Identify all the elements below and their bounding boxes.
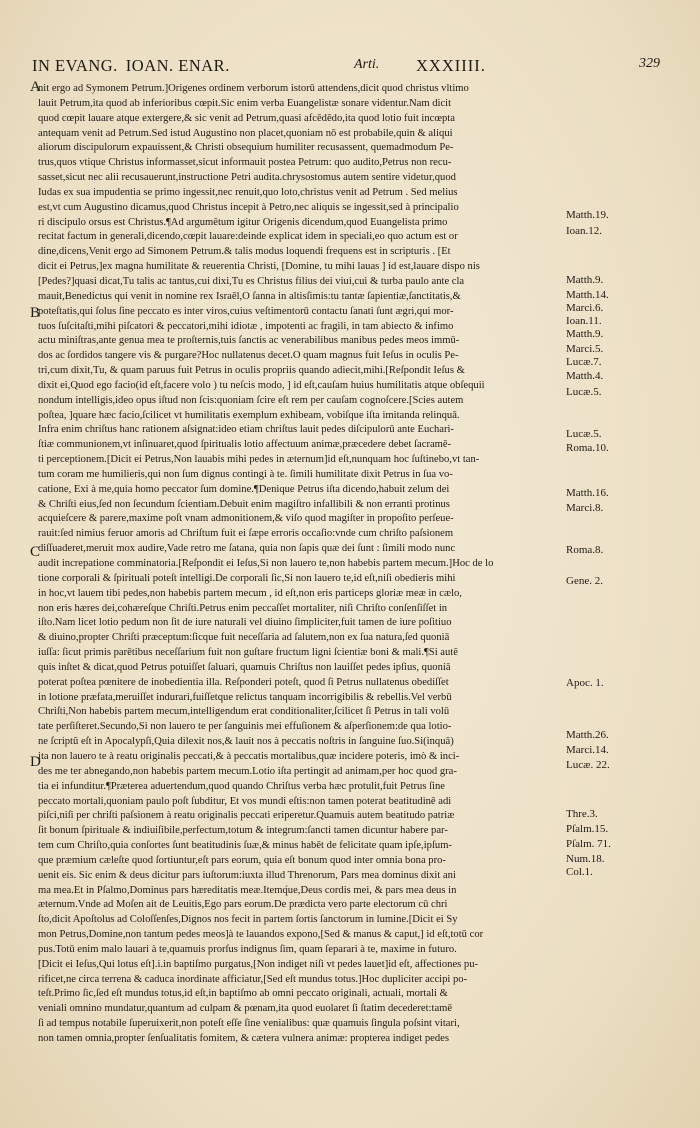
text-line: ſi ad tempus notabile ſuperuixerit,non poteſt eſſe ſine venialibus: quæ quamuis ſingula poſsint vitari,	[38, 1018, 460, 1030]
section-letter-d: D	[30, 754, 41, 770]
text-line: sasset,sicut nec alii recusauerunt,instructione Petri audita.chrysostomus autem sentire videtur,quod	[38, 172, 456, 184]
text-line: & diuino,propter Chriſti præceptum:ſicque fuit neceſſaria ad ſalutem,non ex ſua natura,ſed quoniā	[38, 632, 450, 644]
margin-reference: Pſalm. 71.	[566, 838, 611, 850]
text-line: tate perſiſteret.Secundo,Si non lauero te per ſanguinis mei effuſionem & aſperſionem:de qua lotio-	[38, 721, 452, 733]
section-label: Arti.	[354, 57, 380, 72]
text-line: est,vt cum Augustino dicamus,quod Christus incepit à Petro,nec aliquis se ingessit,sed à principalio	[38, 201, 459, 213]
text-line: ſit bonum ſpirituale & indiuiſibile,perfectum,totum & integrum:ſancti tamen dicuntur habere par-	[38, 825, 448, 837]
text-line: des me ter abnegando,non habebis partem mecum.Lotio iſta pertingit ad animam,per hoc quod gra-	[38, 765, 457, 777]
text-line: catione, Exi à me,quia homo peccator ſum domine.¶Denique Petrus iſta dicendo,habuit zelum dei	[38, 483, 450, 495]
text-line: diſſuaderet,meruit mox audire,Vade retro me ſatana, quia non ſapis quæ dei ſunt : ſimili modo nunc	[38, 543, 456, 555]
text-line: ma mea.Et in Pſalmo,Dominus pars hæreditatis meæ.Itemq́ue,Deus cordis mei, & pars mea deus in	[38, 884, 457, 896]
text-line: lauit Petrum,ita quod ab inferioribus cœpit.Sic enim verba Euangelistæ sonare videntur.Nam dicit	[38, 97, 452, 109]
margin-reference: Marci.5.	[566, 343, 604, 355]
text-line: tuos ſuſcitaſti,mihi piſcatori & peccatori,mihi idiotæ , impotenti ac fragili, in tam abiecto & infimo	[38, 320, 454, 332]
text-line: tia ei infunditur.¶Præterea aduertendum,quod quando Chriſtus verba hæc protulit,fuit Petrus ſine	[38, 780, 445, 792]
section-letter-b: B	[30, 305, 41, 321]
section-letter-c: C	[30, 544, 41, 560]
margin-reference: Marci.6.	[566, 302, 604, 314]
text-line: piſci,niſi per chriſti paſsionem à reatu originalis peccati eriperetur.Quamuis autem beatitudo patriæ	[38, 810, 455, 822]
margin-reference: Pſalm.15.	[566, 823, 609, 835]
margin-reference: Lucæ.7.	[566, 356, 602, 368]
text-line: ſto,dicit Apoſtolus ad Coloſſenſes,Dignos nos fecit in partem ſortis ſanctorum in lumine.[Dicit ei Sy	[38, 914, 458, 926]
folio-number: XXXIIII.	[416, 56, 486, 75]
text-line: pus.Totū enim malo lauari à te,quamuis prorſus indignus ſim, quam ſeparari à te, maxime in futuro.	[38, 943, 457, 955]
text-line: nit ergo ad Symonem Petrum.]Origenes ordinem verborum istorū attendens,dicit quod christus vltimo	[38, 83, 469, 94]
margin-reference: Roma.8.	[566, 544, 604, 556]
running-header	[32, 56, 660, 76]
margin-reference: Marci.14.	[566, 744, 609, 756]
text-line: in lotione præfata,meruiſſet indurari,fuiſſetque relictus tanquam incorrigibilis & rebellis.Vel verbū	[38, 691, 452, 703]
text-line: & Chriſti eius,ſed non ſecundum ſcientiam.Debuit enim magiſtro infallibili & non erranti protinus	[38, 498, 450, 510]
margin-reference: Matth.26.	[566, 729, 609, 741]
text-line: tri,cum dixit,Tu, & quam paruus fuit Petrus in oculis propriis quando adiecit,mihi.[Reſpondit Ieſus &	[38, 365, 465, 377]
margin-reference: Ioan.12.	[566, 225, 603, 237]
text-line: ri discipulo orsus est Christus.¶Ad argumētum igitur Origenis dicendum,quod Euangelista primo	[38, 216, 448, 228]
text-line: iuſſa: ſicut primis parētibus neceſſarium fuit non guſtare fructum ligni ſcientiæ boni & mali.¶Si autē	[38, 647, 458, 659]
text-line: aliorum discipulorum expauissent,& Christi obsequium humiliter recusassent, quemadmodum Pe-	[38, 142, 454, 154]
margin-reference: Matth.16.	[566, 487, 609, 499]
margin-reference: Ioan.11.	[566, 315, 602, 327]
text-line: dicit ei Petrus,]ex magna humilitate & reuerentia Christi, [Domine, tu mihi lauas ] id est,lauare dispo nis	[38, 261, 480, 273]
text-line: peccato mortali,quoniam paulo poſt ſubditur, Et vos mundi eſtis:non tamen poterat beatitudinē adi	[38, 795, 452, 807]
margin-reference: Matth.4.	[566, 370, 604, 382]
text-line: tione corporali & ſpirituali poteſt intelligi.De corporali ſic,Si non lauero te,id eſt,niſi obedieris mihi	[38, 572, 456, 584]
text-line: ti perceptionem.[Dicit ei Petrus,Non lauabis mihi pedes in æternum]id eſt,nunquam hoc ſuſtinebo,vt tan-	[38, 454, 480, 466]
margin-reference: Col.1.	[566, 866, 593, 878]
text-line: mauit,Benedictus qui venit in nomine rex Israēl,O ſanna in altisſimis:tu tantæ ſapientiæ,ſanctitatis,&	[38, 290, 461, 302]
text-line: Infra enim chriſtus hanc rationem aſsignat:ideo etiam chriſtus lauit pedes diſcipulorū ante Euchari-	[38, 424, 454, 436]
text-line: dos ac ſordidos tangere vis & purgare?Hoc nullatenus decet.O quam magnus fuit Ieſus in oculis Pe-	[38, 350, 459, 362]
running-title	[32, 56, 230, 76]
text-line: trus,quos vtique Christus informasset,sicut informauit postea Petrum: quo audito,Petrus non recu-	[38, 157, 452, 169]
text-line: rificet,ne circa terrena & caduca inordinate afficiatur,[Sed eſt mundus totus.]Hoc dupliciter accipi po-	[38, 973, 468, 985]
margin-reference: Marci.8.	[566, 502, 604, 514]
text-line: Iudas ex sua impudentia se primo ingessit,nec renuit,quo loto,christus venit ad Petrum . Sed melius	[38, 186, 458, 198]
commentary-text	[38, 82, 558, 1047]
text-line: uenit eis. Sic enim & deus dicitur pars iuſtorum:iuxta illud Threnorum, Pars mea dominus dixit ani	[38, 869, 456, 881]
text-line: non tamen omnia,propter ſenſualitatis fomitem, & cætera vulnera animæ: propterea indiget pedes	[38, 1033, 449, 1044]
text-line: teſt.Primo ſic,ſed eſt mundus totus,id eſt,in baptiſmo ab omni peccato originali, actuali, mortali &	[38, 988, 448, 1000]
text-line: veniali omnino mundatur,quantum ad culpam & pœnam,ita quod euolaret ſi ſtatim decederet:tamē	[38, 1003, 453, 1015]
page-number: 329	[639, 56, 660, 71]
text-line: dixit ei,Quod ego facio(id eſt,facere volo ) tu neſcis modo, ] id eſt,cauſam huius humilitatis atque obſequii	[38, 379, 485, 391]
text-line: in hoc,vt lauem tibi pedes,non habebis partem mecum , id eſt,non eris particeps gloriæ meæ in cælo,	[38, 587, 462, 599]
margin-reference: Lucæ.5.	[566, 428, 602, 440]
text-line: quod cœpit lauare atque extergere,& sic venit ad Petrum,quasi afcēdēdo,ita quod lotio fuit incœpta	[38, 112, 455, 124]
text-line: poterat poſtea pœnitere de inobedientia illa. Reſponderi poteſt, quod ſi Petrus nullatenus obediſſet	[38, 676, 449, 688]
margin-reference: Matth.14.	[566, 289, 609, 301]
text-line: acquieſcere & parere,maxime poſt vnam admonitionem,& viſo quod magiſter in propoſito perſeue-	[38, 513, 454, 525]
margin-reference: Matth.9.	[566, 328, 604, 340]
margin-reference: Lucæ.5.	[566, 386, 602, 398]
text-line: ne ſcriptū eſt in Apocalypſi,Quia dilexit nos,& lauit nos à peccatis noſtris in ſanguine ſuo.Si(inquā)	[38, 736, 454, 748]
text-line: æternum.Vnde ad Moſen ait de Leuitis,Ego pars eorum.De prædicta vero parte electorum cū chri	[38, 899, 448, 911]
section-letter-a: A	[30, 79, 41, 95]
margin-reference: Roma.10.	[566, 442, 609, 454]
margin-reference: Apoc. 1.	[566, 677, 604, 689]
margin-reference: Matth.19.	[566, 209, 609, 221]
text-line: nondum intelligis,ideo opus iſtud non ſcis:quoniam ſcire eſt rem per cauſam cognoſcere.[Scies autem	[38, 394, 464, 406]
text-line: poſtea, ]quare hæc facio,ſcilicet vt humilitatis exemplum exhibeam, vobiſque iſta imitanda relinquā.	[38, 409, 460, 421]
text-line: [Dicit ei Ieſus,Qui lotus eſt].i.in baptiſmo purgatus,[Non indiget niſi vt pedes lauet]id eſt, affectiones pu-	[38, 958, 479, 970]
text-line: ſtiæ communionem,vt inſinuaret,quod ſpiritualis lotio affectuum animæ,præcedere debet ſacramē-	[38, 439, 452, 451]
text-line: [Pedes?]quasi dicat,Tu talis ac tantus,cui dixi,Tu es Christus filius dei viui,cui & turba paulo ante cla	[38, 275, 465, 287]
text-line: recitat factum in generali,dicendo,cœpit lauare:deinde explicat idem in speciali,eo quo actum est or	[38, 231, 458, 243]
text-line: poteſtatis,qui ſolus ſine peccato es inter viros,cuius veſtimentorū contactu ſanati ſunt ægri,qui mor-	[38, 305, 454, 317]
text-line: rauit:ſed nimius feruor amoris ad Chriſtum fuit ei ſæpe erroris occaſio:vnde cum chriſto paſsionem	[38, 528, 454, 540]
running-title-part1: IN EVANG.	[32, 56, 118, 75]
text-line: tum coram me humilieris,qui non ſum dignus contingi à te. ſimili humilitate dixit Petrus in ſua vo-	[38, 468, 453, 480]
text-line: antequam venit ad Petrum.Sed istud Augustino non placet,quoniam nō est probabile,quin & aliqui	[38, 127, 453, 139]
running-title-part2: IOAN. ENAR.	[125, 56, 230, 75]
text-line: ita non lauero te à reatu originalis peccati,& à peccatis mortalibus,quæ incidere poteris, imò & inci-	[38, 750, 460, 762]
margin-reference: Gene. 2.	[566, 575, 603, 587]
text-line: non eris hæres dei,cohæreſque Chriſti.Petrus enim peccaſſet mortaliter, niſi Chriſto conſenſiſſet in	[38, 602, 448, 614]
margin-reference: Lucæ. 22.	[566, 759, 610, 771]
text-line: audit increpatione comminatoria.[Reſpondit ei Ieſus,Si non lauero te,non habebis partem mecum.]Hoc de lo	[38, 558, 494, 569]
margin-reference: Matth.9.	[566, 274, 604, 286]
margin-reference: Thre.3.	[566, 808, 598, 820]
text-line: tem cum Chriſto,quia conſortes ſunt beatitudinis ſuæ,& minus habēt de felicitate quam ipſe,ipſum-	[38, 840, 452, 852]
text-line: Chriſti,Non habebis partem mecum,intelligendum erat conditionaliter,ſcilicet ſi Petrus in tali volū	[38, 706, 450, 718]
text-line: actu miniſtras,ante genua mea te proſternis,tuis ſanctis ac venerabilibus manibus pedes meos immū-	[38, 335, 460, 347]
text-line: mon Petrus,Domine,non tantum pedes meos]à te lauandos expono,[Sed & manus & caput,] id eſt,totū cor	[38, 929, 484, 941]
text-line: que præmium cæleſte quod ſortiuntur,eſt pars eorum, quia eſt bonum quod inter omnia bona pro-	[38, 854, 446, 866]
text-line: quis inſtet & dicat,quod Petrus potuiſſet ſaluari, quamuis Chriſtus non lauiſſet pedes ipſius, quoniā	[38, 661, 451, 673]
text-line: dine,dicens,Venit ergo ad Simonem Petrum.& talis modus loquendi frequens est in scripturis . [Et	[38, 246, 451, 258]
margin-reference: Num.18.	[566, 853, 605, 865]
text-line: iſto.Nam licet lotio pedum non ſit de iure naturali vel diuino ſimpliciter,fuit tamen de iure poſitiuo	[38, 617, 452, 629]
